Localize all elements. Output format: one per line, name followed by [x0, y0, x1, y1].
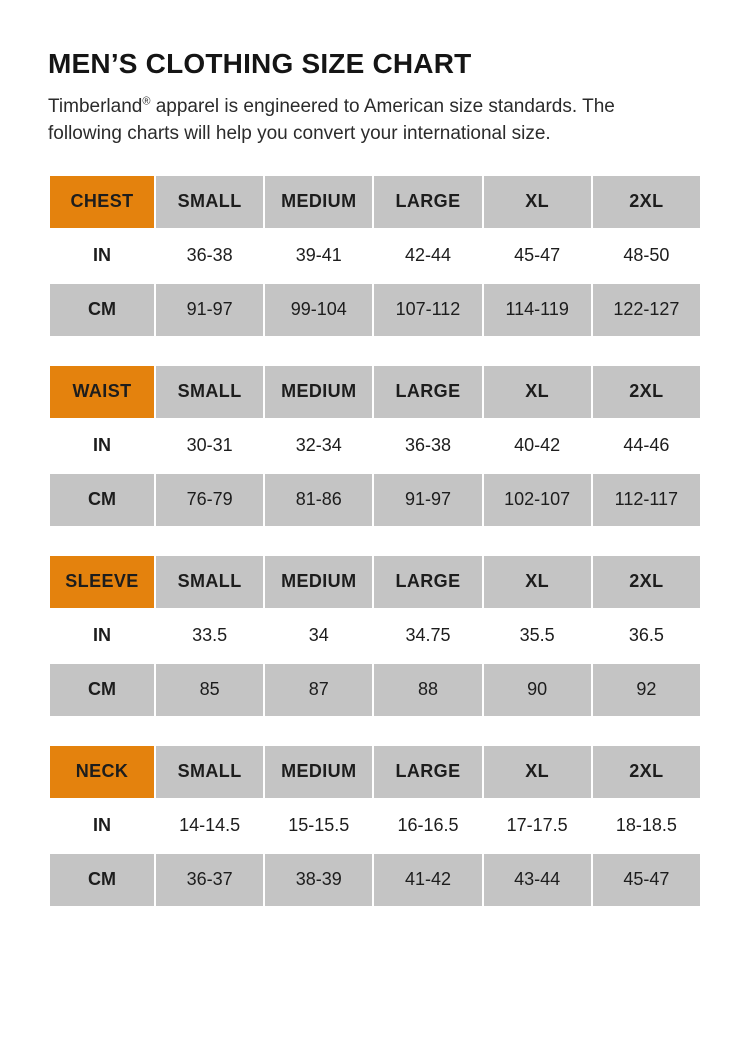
measurement-cell: 39-41 — [265, 230, 372, 282]
measurement-cell: 18-18.5 — [593, 800, 700, 852]
measurement-cell: 36-38 — [156, 230, 263, 282]
table-row — [50, 284, 700, 336]
column-header: SMALL — [156, 366, 263, 418]
column-header: LARGE — [374, 556, 481, 608]
column-header: MEDIUM — [265, 556, 372, 608]
measurement-cell: 35.5 — [484, 610, 591, 662]
page-title: MEN’S CLOTHING SIZE CHART — [48, 48, 472, 79]
measurement-cell: 92 — [593, 664, 700, 716]
measurement-cell: 16-16.5 — [374, 800, 481, 852]
measurement-cell: 38-39 — [265, 854, 372, 906]
measurement-cell: 44-46 — [593, 420, 700, 472]
measurement-cell: 36.5 — [593, 610, 700, 662]
column-header: SMALL — [156, 746, 263, 798]
unit-label: IN — [50, 610, 154, 662]
table-header-row — [50, 176, 700, 228]
column-header: MEDIUM — [265, 746, 372, 798]
measurement-label: CHEST — [50, 176, 154, 228]
table-header-row — [50, 556, 700, 608]
table-row — [50, 610, 700, 662]
measurement-cell: 81-86 — [265, 474, 372, 526]
column-header: 2XL — [593, 366, 700, 418]
size-table-neck — [48, 744, 702, 908]
size-table-chest — [48, 174, 702, 338]
measurement-label: WAIST — [50, 366, 154, 418]
table-header-row — [50, 366, 700, 418]
measurement-label: NECK — [50, 746, 154, 798]
table-row — [50, 474, 700, 526]
column-header: MEDIUM — [265, 366, 372, 418]
unit-label: CM — [50, 474, 154, 526]
measurement-cell: 122-127 — [593, 284, 700, 336]
measurement-cell: 36-38 — [374, 420, 481, 472]
column-header: XL — [484, 556, 591, 608]
table-row — [50, 664, 700, 716]
unit-label: CM — [50, 284, 154, 336]
measurement-cell: 102-107 — [484, 474, 591, 526]
measurement-cell: 87 — [265, 664, 372, 716]
registered-mark-icon: ® — [142, 95, 151, 108]
column-header: MEDIUM — [265, 176, 372, 228]
unit-label: CM — [50, 854, 154, 906]
unit-label: IN — [50, 420, 154, 472]
measurement-cell: 14-14.5 — [156, 800, 263, 852]
measurement-cell: 30-31 — [156, 420, 263, 472]
measurement-cell: 42-44 — [374, 230, 481, 282]
measurement-cell: 43-44 — [484, 854, 591, 906]
unit-label: CM — [50, 664, 154, 716]
measurement-cell: 36-37 — [156, 854, 263, 906]
table-row — [50, 854, 700, 906]
measurement-cell: 15-15.5 — [265, 800, 372, 852]
measurement-cell: 45-47 — [593, 854, 700, 906]
measurement-cell: 33.5 — [156, 610, 263, 662]
unit-label: IN — [50, 230, 154, 282]
intro-text: apparel is engineered to American size standards. The following charts will help you convert your international size. — [48, 96, 615, 144]
column-header: SMALL — [156, 176, 263, 228]
measurement-cell: 48-50 — [593, 230, 700, 282]
table-row — [50, 800, 700, 852]
measurement-cell: 17-17.5 — [484, 800, 591, 852]
column-header: 2XL — [593, 176, 700, 228]
size-table-sleeve — [48, 554, 702, 718]
measurement-cell: 114-119 — [484, 284, 591, 336]
column-header: 2XL — [593, 556, 700, 608]
measurement-cell: 41-42 — [374, 854, 481, 906]
measurement-cell: 91-97 — [156, 284, 263, 336]
measurement-cell: 76-79 — [156, 474, 263, 526]
measurement-cell: 40-42 — [484, 420, 591, 472]
measurement-cell: 107-112 — [374, 284, 481, 336]
measurement-cell: 34 — [265, 610, 372, 662]
table-row — [50, 230, 700, 282]
measurement-cell: 112-117 — [593, 474, 700, 526]
measurement-cell: 45-47 — [484, 230, 591, 282]
measurement-cell: 91-97 — [374, 474, 481, 526]
measurement-cell: 99-104 — [265, 284, 372, 336]
table-row — [50, 420, 700, 472]
column-header: LARGE — [374, 366, 481, 418]
intro-paragraph — [48, 94, 673, 148]
size-table-waist — [48, 364, 702, 528]
unit-label: IN — [50, 800, 154, 852]
column-header: LARGE — [374, 746, 481, 798]
column-header: SMALL — [156, 556, 263, 608]
column-header: LARGE — [374, 176, 481, 228]
measurement-cell: 88 — [374, 664, 481, 716]
column-header: XL — [484, 746, 591, 798]
intro-brand: Timberland — [48, 96, 143, 117]
measurement-cell: 32-34 — [265, 420, 372, 472]
measurement-label: SLEEVE — [50, 556, 154, 608]
tables-container — [48, 174, 702, 908]
column-header: XL — [484, 176, 591, 228]
measurement-cell: 90 — [484, 664, 591, 716]
measurement-cell: 85 — [156, 664, 263, 716]
column-header: 2XL — [593, 746, 700, 798]
measurement-cell: 34.75 — [374, 610, 481, 662]
column-header: XL — [484, 366, 591, 418]
table-header-row — [50, 746, 700, 798]
